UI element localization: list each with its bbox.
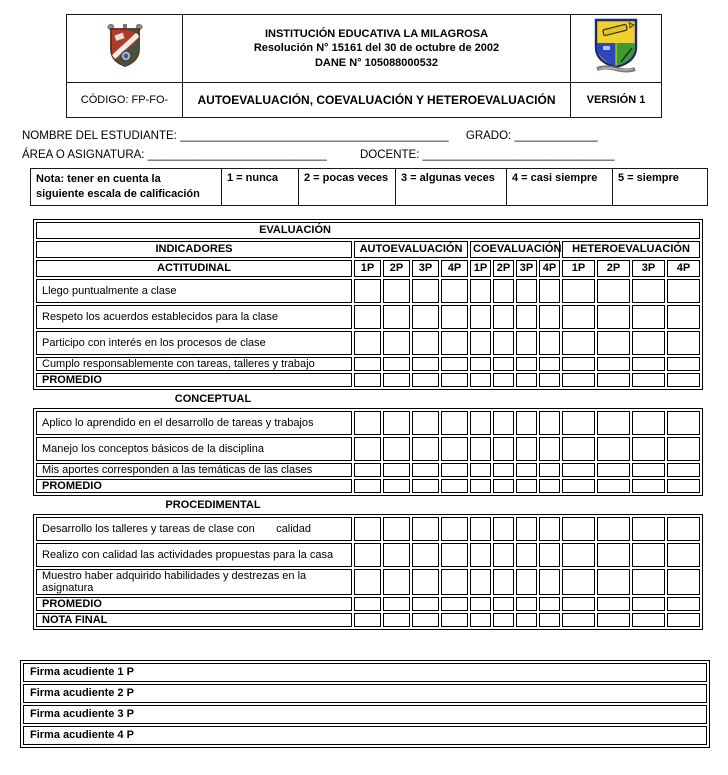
score-cell[interactable] bbox=[412, 463, 439, 477]
score-cell[interactable] bbox=[412, 437, 439, 461]
score-cell[interactable] bbox=[493, 305, 514, 329]
form-header-table bbox=[66, 14, 662, 118]
score-cell[interactable] bbox=[539, 357, 560, 371]
form-code: CÓDIGO: FP-FO- bbox=[67, 83, 183, 118]
scale-note bbox=[31, 169, 222, 206]
score-cell[interactable] bbox=[441, 279, 468, 303]
grade-label: GRADO: bbox=[465, 130, 512, 142]
score-cell[interactable] bbox=[667, 411, 700, 435]
score-cell[interactable] bbox=[539, 613, 560, 627]
score-cell[interactable] bbox=[667, 463, 700, 477]
group-autoevaluacion: AUTOEVALUACIÓN bbox=[354, 241, 468, 258]
score-cell[interactable] bbox=[667, 597, 700, 611]
score-cell[interactable] bbox=[516, 279, 537, 303]
score-cell[interactable] bbox=[516, 331, 537, 355]
score-cell[interactable] bbox=[597, 279, 630, 303]
score-cell[interactable] bbox=[597, 597, 630, 611]
period-header: 3P bbox=[412, 260, 439, 277]
group-coevaluacion: COEVALUACIÓN bbox=[470, 241, 560, 258]
score-cell[interactable] bbox=[470, 357, 491, 371]
score-cell[interactable] bbox=[412, 279, 439, 303]
scale-level-1: 1 = nunca bbox=[222, 169, 299, 206]
signature-row[interactable]: Firma acudiente 3 P bbox=[23, 705, 707, 724]
score-cell[interactable] bbox=[667, 331, 700, 355]
indicator-row-label: Llego puntualmente a clase bbox=[36, 279, 352, 303]
period-header: 3P bbox=[516, 260, 537, 277]
score-cell[interactable] bbox=[354, 543, 381, 567]
score-cell[interactable] bbox=[383, 357, 410, 371]
scale-note-line1: Nota: tener en cuenta la bbox=[36, 173, 161, 185]
score-cell[interactable] bbox=[493, 437, 514, 461]
score-cell[interactable] bbox=[632, 305, 665, 329]
score-cell[interactable] bbox=[354, 279, 381, 303]
score-cell[interactable] bbox=[667, 357, 700, 371]
signature-row[interactable]: Firma acudiente 4 P bbox=[23, 726, 707, 745]
section-actitudinal-header: ACTITUDINAL bbox=[36, 260, 352, 277]
score-cell[interactable] bbox=[412, 543, 439, 567]
score-cell[interactable] bbox=[516, 479, 537, 493]
score-cell[interactable] bbox=[383, 613, 410, 627]
score-cell[interactable] bbox=[597, 373, 630, 387]
score-cell[interactable] bbox=[667, 517, 700, 541]
indicator-row-label: Aplico lo aprendido en el desarrollo de tareas y trabajos bbox=[36, 411, 352, 435]
score-cell[interactable] bbox=[383, 569, 410, 595]
score-cell[interactable] bbox=[632, 437, 665, 461]
score-cell[interactable] bbox=[354, 331, 381, 355]
municipal-crest-icon bbox=[104, 23, 146, 74]
score-cell[interactable] bbox=[539, 331, 560, 355]
institution-name: INSTITUCIÓN EDUCATIVA LA MILAGROSA bbox=[264, 28, 489, 41]
score-cell[interactable] bbox=[493, 569, 514, 595]
score-cell[interactable] bbox=[632, 357, 665, 371]
score-cell[interactable] bbox=[412, 479, 439, 493]
score-cell[interactable] bbox=[539, 437, 560, 461]
student-name-label: NOMBRE DEL ESTUDIANTE: bbox=[22, 130, 177, 142]
score-cell[interactable] bbox=[597, 437, 630, 461]
score-cell[interactable] bbox=[441, 463, 468, 477]
evaluation-table-conceptual bbox=[33, 408, 703, 496]
score-cell[interactable] bbox=[441, 569, 468, 595]
score-cell[interactable] bbox=[597, 305, 630, 329]
score-cell[interactable] bbox=[493, 479, 514, 493]
right-logo-cell bbox=[571, 15, 662, 83]
score-cell[interactable] bbox=[539, 411, 560, 435]
score-cell[interactable] bbox=[412, 373, 439, 387]
promedio-row-label: PROMEDIO bbox=[36, 597, 352, 611]
promedio-row-label: PROMEDIO bbox=[36, 479, 352, 493]
signatures-table bbox=[20, 660, 710, 748]
score-cell[interactable] bbox=[383, 597, 410, 611]
score-cell[interactable] bbox=[441, 437, 468, 461]
score-cell[interactable] bbox=[632, 373, 665, 387]
evaluation-table-procedimental bbox=[33, 514, 703, 630]
grade-blank-line[interactable]: _____________ bbox=[514, 130, 598, 142]
score-cell[interactable] bbox=[493, 517, 514, 541]
score-cell[interactable] bbox=[441, 373, 468, 387]
score-cell[interactable] bbox=[470, 331, 491, 355]
score-cell[interactable] bbox=[562, 613, 595, 627]
score-cell[interactable] bbox=[562, 597, 595, 611]
score-cell[interactable] bbox=[354, 357, 381, 371]
score-cell[interactable] bbox=[562, 305, 595, 329]
score-cell[interactable] bbox=[539, 543, 560, 567]
score-cell[interactable] bbox=[383, 279, 410, 303]
score-cell[interactable] bbox=[412, 357, 439, 371]
period-header: 2P bbox=[383, 260, 410, 277]
score-cell[interactable] bbox=[493, 543, 514, 567]
score-cell[interactable] bbox=[441, 331, 468, 355]
score-cell[interactable] bbox=[354, 479, 381, 493]
score-cell[interactable] bbox=[441, 411, 468, 435]
score-cell[interactable] bbox=[516, 517, 537, 541]
score-cell[interactable] bbox=[516, 305, 537, 329]
score-cell[interactable] bbox=[632, 279, 665, 303]
period-header: 1P bbox=[354, 260, 381, 277]
score-cell[interactable] bbox=[562, 373, 595, 387]
score-cell[interactable] bbox=[539, 305, 560, 329]
score-cell[interactable] bbox=[516, 569, 537, 595]
score-cell[interactable] bbox=[516, 437, 537, 461]
score-cell[interactable] bbox=[493, 373, 514, 387]
score-cell[interactable] bbox=[562, 479, 595, 493]
section-conceptual-header: CONCEPTUAL bbox=[174, 392, 252, 405]
evaluation-title: EVALUACIÓN bbox=[36, 222, 700, 239]
score-cell[interactable] bbox=[383, 331, 410, 355]
score-cell[interactable] bbox=[562, 279, 595, 303]
score-cell[interactable] bbox=[470, 411, 491, 435]
period-header: 2P bbox=[493, 260, 514, 277]
score-cell[interactable] bbox=[383, 517, 410, 541]
indicator-row-label: Participo con interés en los procesos de clase bbox=[36, 331, 352, 355]
score-cell[interactable] bbox=[632, 517, 665, 541]
score-cell[interactable] bbox=[493, 613, 514, 627]
score-cell[interactable] bbox=[412, 597, 439, 611]
scale-note-line2: siguiente escala de calificación bbox=[36, 187, 200, 200]
indicators-header: INDICADORES bbox=[36, 241, 352, 258]
score-cell[interactable] bbox=[597, 357, 630, 371]
score-cell[interactable] bbox=[383, 373, 410, 387]
score-cell[interactable] bbox=[597, 543, 630, 567]
score-cell[interactable] bbox=[516, 597, 537, 611]
score-cell[interactable] bbox=[441, 613, 468, 627]
subject-blank-line[interactable]: ____________________________ bbox=[147, 149, 327, 161]
resolution-line: Resolución N° 15161 del 30 de octubre de 2002 bbox=[253, 42, 500, 55]
score-cell[interactable] bbox=[562, 543, 595, 567]
score-cell[interactable] bbox=[516, 543, 537, 567]
score-cell[interactable] bbox=[597, 613, 630, 627]
score-cell[interactable] bbox=[632, 331, 665, 355]
signature-row[interactable]: Firma acudiente 2 P bbox=[23, 684, 707, 703]
score-cell[interactable] bbox=[441, 597, 468, 611]
score-cell[interactable] bbox=[493, 279, 514, 303]
score-cell[interactable] bbox=[562, 517, 595, 541]
period-header: 4P bbox=[539, 260, 560, 277]
score-cell[interactable] bbox=[516, 463, 537, 477]
score-cell[interactable] bbox=[539, 479, 560, 493]
score-cell[interactable] bbox=[354, 373, 381, 387]
score-cell[interactable] bbox=[412, 613, 439, 627]
score-cell[interactable] bbox=[632, 597, 665, 611]
score-cell[interactable] bbox=[354, 569, 381, 595]
group-heteroevaluacion: HETEROEVALUACIÓN bbox=[562, 241, 700, 258]
promedio-row-label: PROMEDIO bbox=[36, 373, 352, 387]
score-cell[interactable] bbox=[562, 331, 595, 355]
score-cell[interactable] bbox=[441, 517, 468, 541]
score-cell[interactable] bbox=[470, 279, 491, 303]
teacher-blank-line[interactable]: ______________________________ bbox=[422, 149, 615, 161]
score-cell[interactable] bbox=[412, 411, 439, 435]
score-cell[interactable] bbox=[597, 331, 630, 355]
score-cell[interactable] bbox=[383, 479, 410, 493]
score-cell[interactable] bbox=[539, 279, 560, 303]
indicator-row-label: Respeto los acuerdos establecidos para la clase bbox=[36, 305, 352, 329]
score-cell[interactable] bbox=[667, 613, 700, 627]
period-header: 1P bbox=[562, 260, 595, 277]
score-cell[interactable] bbox=[667, 569, 700, 595]
score-cell[interactable] bbox=[412, 569, 439, 595]
section-procedimental-header: PROCEDIMENTAL bbox=[165, 498, 261, 511]
indicator-row-label: Realizo con calidad las actividades propuestas para la casa bbox=[36, 543, 352, 567]
scale-level-2: 2 = pocas veces bbox=[299, 169, 396, 206]
score-cell[interactable] bbox=[412, 331, 439, 355]
score-cell[interactable] bbox=[632, 613, 665, 627]
score-cell[interactable] bbox=[562, 569, 595, 595]
score-cell[interactable] bbox=[539, 463, 560, 477]
score-cell[interactable] bbox=[383, 305, 410, 329]
score-cell[interactable] bbox=[667, 437, 700, 461]
score-cell[interactable] bbox=[470, 569, 491, 595]
left-logo-cell bbox=[67, 15, 183, 83]
score-cell[interactable] bbox=[632, 411, 665, 435]
score-cell[interactable] bbox=[470, 597, 491, 611]
score-cell[interactable] bbox=[383, 463, 410, 477]
score-cell[interactable] bbox=[667, 305, 700, 329]
signature-row[interactable]: Firma acudiente 1 P bbox=[23, 663, 707, 682]
score-cell[interactable] bbox=[470, 305, 491, 329]
period-header: 4P bbox=[441, 260, 468, 277]
score-cell[interactable] bbox=[470, 479, 491, 493]
score-cell[interactable] bbox=[470, 437, 491, 461]
score-cell[interactable] bbox=[539, 373, 560, 387]
score-cell[interactable] bbox=[562, 463, 595, 477]
score-cell[interactable] bbox=[470, 517, 491, 541]
score-cell[interactable] bbox=[441, 305, 468, 329]
score-cell[interactable] bbox=[493, 357, 514, 371]
subject-label: ÁREA O ASIGNATURA: bbox=[22, 149, 145, 161]
teacher-label: DOCENTE: bbox=[360, 149, 420, 161]
score-cell[interactable] bbox=[354, 463, 381, 477]
score-cell[interactable] bbox=[493, 597, 514, 611]
score-cell[interactable] bbox=[412, 517, 439, 541]
score-cell[interactable] bbox=[441, 479, 468, 493]
score-cell[interactable] bbox=[562, 357, 595, 371]
score-cell[interactable] bbox=[493, 463, 514, 477]
score-cell[interactable] bbox=[470, 373, 491, 387]
evaluation-table-actitudinal bbox=[33, 219, 703, 390]
period-header: 1P bbox=[470, 260, 491, 277]
score-cell[interactable] bbox=[493, 331, 514, 355]
student-name-blank-line[interactable]: __________________________________________ bbox=[180, 130, 449, 142]
score-cell[interactable] bbox=[667, 543, 700, 567]
institution-info bbox=[183, 15, 571, 83]
scale-level-3: 3 = algunas veces bbox=[396, 169, 507, 206]
period-header: 3P bbox=[632, 260, 665, 277]
nota-final-row-label: NOTA FINAL bbox=[36, 613, 352, 627]
score-cell[interactable] bbox=[597, 463, 630, 477]
score-cell[interactable] bbox=[516, 373, 537, 387]
score-cell[interactable] bbox=[597, 569, 630, 595]
indicator-row-label: Mis aportes corresponden a las temáticas de las clases bbox=[36, 463, 352, 477]
score-cell[interactable] bbox=[383, 543, 410, 567]
score-cell[interactable] bbox=[383, 411, 410, 435]
indicator-row-label: Manejo los conceptos básicos de la disciplina bbox=[36, 437, 352, 461]
scale-level-5: 5 = siempre bbox=[613, 169, 708, 206]
score-cell[interactable] bbox=[667, 279, 700, 303]
score-cell[interactable] bbox=[597, 479, 630, 493]
score-cell[interactable] bbox=[470, 613, 491, 627]
score-cell[interactable] bbox=[539, 569, 560, 595]
score-cell[interactable] bbox=[597, 517, 630, 541]
score-cell[interactable] bbox=[354, 517, 381, 541]
score-cell[interactable] bbox=[441, 357, 468, 371]
score-cell[interactable] bbox=[470, 543, 491, 567]
score-cell[interactable] bbox=[383, 437, 410, 461]
score-cell[interactable] bbox=[441, 543, 468, 567]
score-cell[interactable] bbox=[597, 411, 630, 435]
score-cell[interactable] bbox=[632, 479, 665, 493]
score-cell[interactable] bbox=[493, 411, 514, 435]
indicator-row-label: Desarrollo los talleres y tareas de clase con calidad bbox=[36, 517, 352, 541]
score-cell[interactable] bbox=[632, 463, 665, 477]
score-cell[interactable] bbox=[516, 613, 537, 627]
score-cell[interactable] bbox=[516, 357, 537, 371]
score-cell[interactable] bbox=[470, 463, 491, 477]
score-cell[interactable] bbox=[562, 411, 595, 435]
score-cell[interactable] bbox=[354, 437, 381, 461]
score-cell[interactable] bbox=[562, 437, 595, 461]
form-title: AUTOEVALUACIÓN, COEVALUACIÓN Y HETEROEVALUACIÓN bbox=[183, 83, 571, 118]
scale-level-4: 4 = casi siempre bbox=[507, 169, 613, 206]
score-cell[interactable] bbox=[667, 479, 700, 493]
score-cell[interactable] bbox=[354, 411, 381, 435]
grading-scale-table bbox=[30, 168, 708, 206]
score-cell[interactable] bbox=[632, 569, 665, 595]
score-cell[interactable] bbox=[539, 517, 560, 541]
indicator-row-label: Cumplo responsablemente con tareas, talleres y trabajo bbox=[36, 357, 352, 371]
score-cell[interactable] bbox=[516, 411, 537, 435]
score-cell[interactable] bbox=[412, 305, 439, 329]
score-cell[interactable] bbox=[539, 597, 560, 611]
period-header: 2P bbox=[597, 260, 630, 277]
score-cell[interactable] bbox=[354, 613, 381, 627]
score-cell[interactable] bbox=[354, 597, 381, 611]
school-shield-icon bbox=[591, 17, 641, 80]
score-cell[interactable] bbox=[667, 373, 700, 387]
score-cell[interactable] bbox=[354, 305, 381, 329]
dane-line: DANE N° 105088000532 bbox=[314, 56, 439, 69]
score-cell[interactable] bbox=[632, 543, 665, 567]
indicator-row-label: Muestro haber adquirido habilidades y destrezas en la asignatura bbox=[36, 569, 352, 595]
form-version: VERSIÓN 1 bbox=[571, 83, 662, 118]
period-header: 4P bbox=[667, 260, 700, 277]
student-info-block bbox=[22, 130, 728, 161]
